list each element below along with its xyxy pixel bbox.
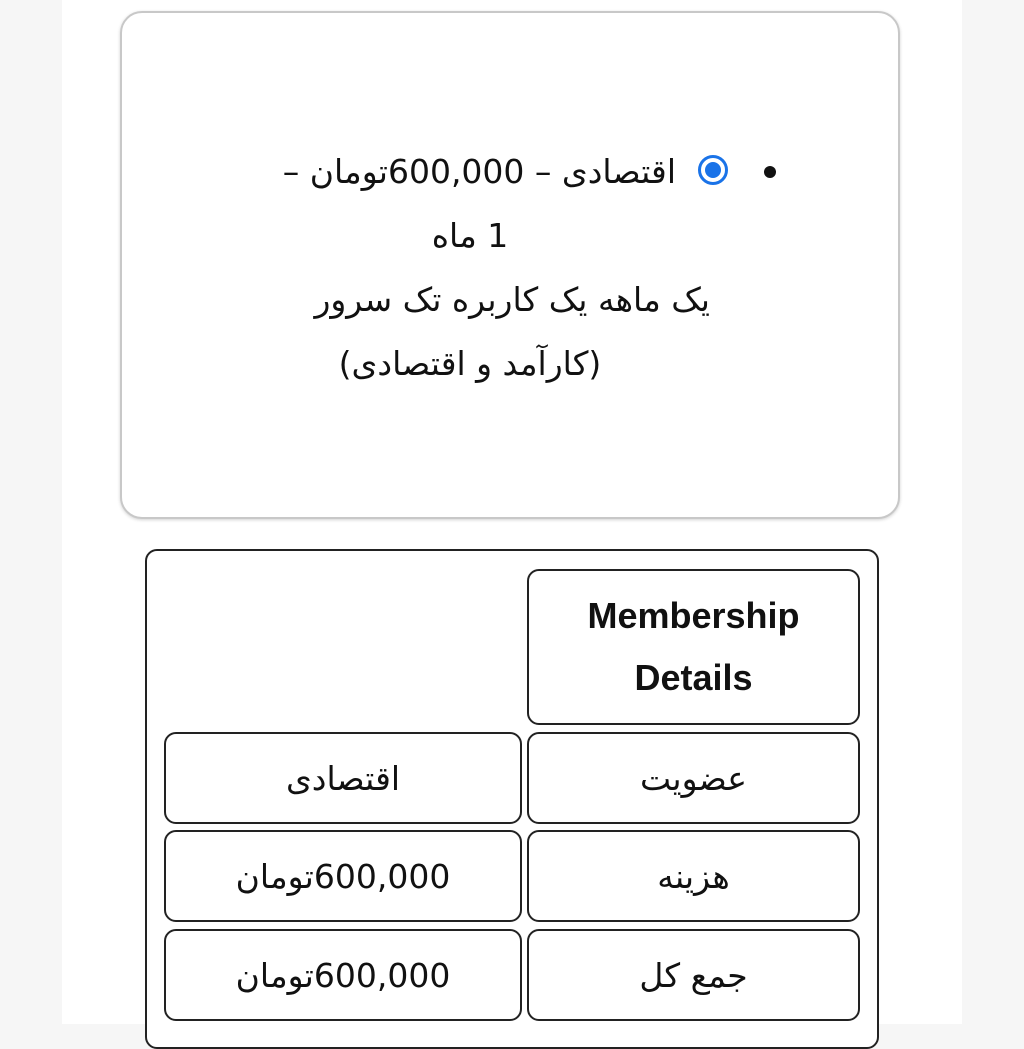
plan-options-list xyxy=(220,140,780,396)
row-membership-value xyxy=(164,732,522,824)
table-header-label: Membership Details xyxy=(587,595,800,698)
row-total-value xyxy=(164,929,522,1021)
radio-selected-icon[interactable] xyxy=(698,155,728,185)
plan-title: اقتصادی – 600,000تومان – xyxy=(282,152,676,191)
row-cost-label xyxy=(527,830,860,922)
list-bullet-icon xyxy=(764,166,776,178)
plan-duration: 1 ماه xyxy=(431,216,509,255)
cell-value: 600,000تومان xyxy=(235,955,451,995)
cell-label: جمع کل xyxy=(639,955,748,995)
table-header xyxy=(527,569,860,725)
row-membership-label xyxy=(527,732,860,824)
row-total-label xyxy=(527,929,860,1021)
plan-description: یک ماهه یک کاربره تک سرور xyxy=(314,280,710,319)
plan-description-note: (کارآمد و اقتصادی) xyxy=(338,344,602,383)
plan-option-economic[interactable] xyxy=(220,140,780,396)
cell-label: عضویت xyxy=(640,758,747,798)
cell-value: 600,000تومان xyxy=(235,856,451,896)
row-cost-value xyxy=(164,830,522,922)
cell-label: هزینه xyxy=(657,856,730,896)
cell-value: اقتصادی xyxy=(285,758,401,798)
